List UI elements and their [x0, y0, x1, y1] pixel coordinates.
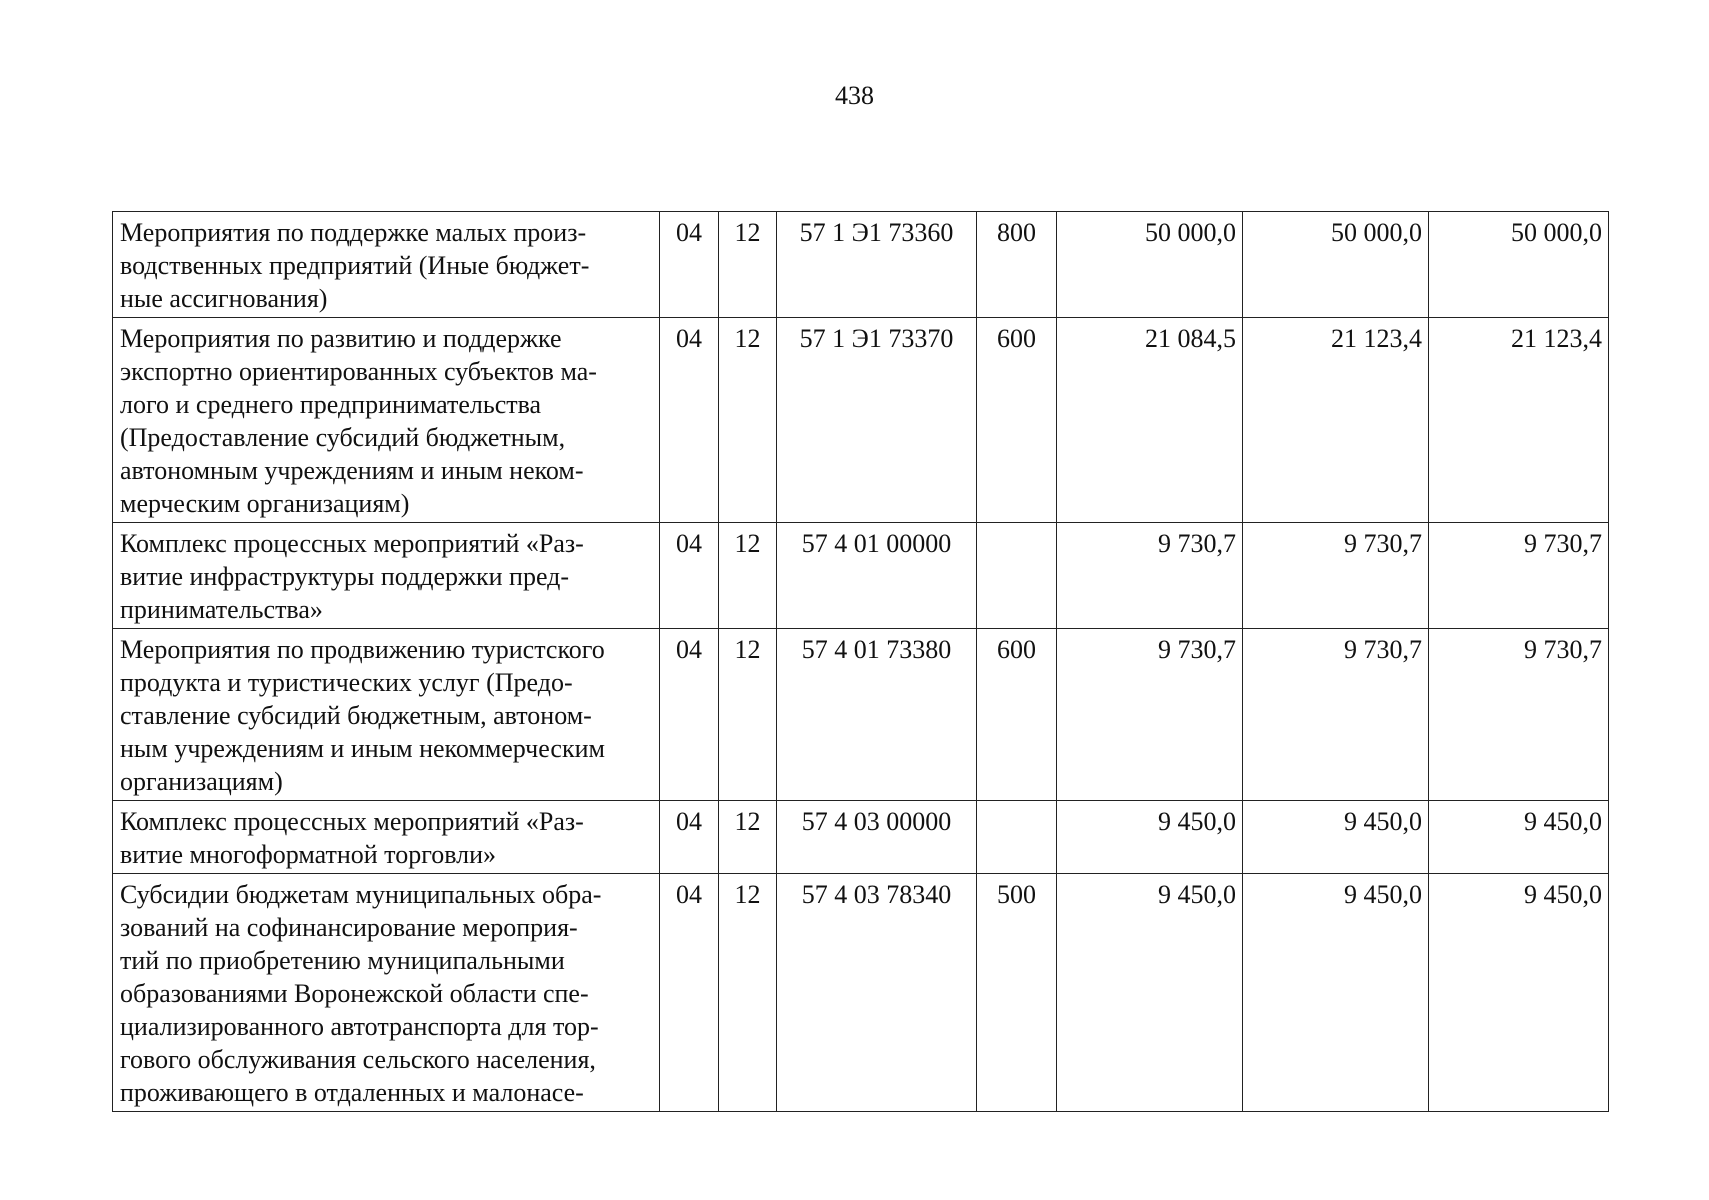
description-cell — [113, 212, 660, 318]
description-line: лого и среднего предпринимательства — [120, 390, 542, 419]
description-line: Комплекс процессных мероприятий «Раз- — [120, 807, 584, 836]
budget-table — [112, 211, 1609, 1112]
description-line: продукта и туристических услуг (Предо- — [120, 668, 573, 697]
description-line: принимательства» — [120, 595, 323, 624]
description-line: тий по приобретению муниципальными — [120, 946, 565, 975]
expense-type-cell: 600 — [977, 629, 1057, 801]
target-article-cell: 57 1 Э1 73360 — [777, 212, 977, 318]
amount-cell-3: 50 000,0 — [1429, 212, 1609, 318]
subsection-code-cell: 12 — [719, 801, 777, 874]
description-line: гового обслуживания сельского населения, — [120, 1045, 596, 1074]
section-code-cell: 04 — [660, 801, 719, 874]
section-code-cell: 04 — [660, 874, 719, 1112]
subsection-code-cell: 12 — [719, 523, 777, 629]
amount-cell-1: 21 084,5 — [1057, 318, 1243, 523]
target-article-cell: 57 4 01 00000 — [777, 523, 977, 629]
description-cell — [113, 629, 660, 801]
description-cell — [113, 523, 660, 629]
description-line: Субсидии бюджетам муниципальных обра- — [120, 880, 602, 909]
description-line: витие многоформатной торговли» — [120, 840, 497, 869]
amount-cell-1: 9 450,0 — [1057, 801, 1243, 874]
amount-cell-2: 21 123,4 — [1243, 318, 1429, 523]
description-line: Мероприятия по продвижению туристского — [120, 635, 605, 664]
description-line: проживающего в отдаленных и малонасе- — [120, 1078, 584, 1107]
amount-cell-3: 21 123,4 — [1429, 318, 1609, 523]
amount-cell-2: 50 000,0 — [1243, 212, 1429, 318]
description-line: мерческим организациям) — [120, 489, 410, 518]
description-line: (Предоставление субсидий бюджетным, — [120, 423, 566, 452]
amount-cell-2: 9 450,0 — [1243, 801, 1429, 874]
amount-cell-1: 9 450,0 — [1057, 874, 1243, 1112]
description-line: ные ассигнования) — [120, 284, 328, 313]
amount-cell-1: 9 730,7 — [1057, 523, 1243, 629]
target-article-cell: 57 4 03 78340 — [777, 874, 977, 1112]
subsection-code-cell: 12 — [719, 318, 777, 523]
description-line: ставление субсидий бюджетным, автоном- — [120, 701, 592, 730]
page-number: 438 — [835, 81, 874, 110]
description-cell — [113, 801, 660, 874]
description-line: циализированного автотранспорта для тор- — [120, 1012, 599, 1041]
description-cell — [113, 874, 660, 1112]
description-line: ным учреждениям и иным некоммерческим — [120, 734, 605, 763]
table-row — [113, 629, 1609, 801]
section-code-cell: 04 — [660, 318, 719, 523]
table-body — [113, 212, 1609, 1112]
description-line: витие инфраструктуры поддержки пред- — [120, 562, 570, 591]
description-line: экспортно ориентированных субъектов ма- — [120, 357, 597, 386]
description-line: зований на софинансирование мероприя- — [120, 913, 578, 942]
amount-cell-3: 9 450,0 — [1429, 874, 1609, 1112]
amount-cell-2: 9 730,7 — [1243, 523, 1429, 629]
amount-cell-2: 9 450,0 — [1243, 874, 1429, 1112]
table-row — [113, 801, 1609, 874]
table-row — [113, 318, 1609, 523]
description-line: образованиями Воронежской области спе- — [120, 979, 589, 1008]
subsection-code-cell: 12 — [719, 629, 777, 801]
table-row — [113, 523, 1609, 629]
description-line: Комплекс процессных мероприятий «Раз- — [120, 529, 584, 558]
table-row — [113, 212, 1609, 318]
target-article-cell: 57 4 01 73380 — [777, 629, 977, 801]
amount-cell-1: 9 730,7 — [1057, 629, 1243, 801]
amount-cell-3: 9 450,0 — [1429, 801, 1609, 874]
expense-type-cell: 500 — [977, 874, 1057, 1112]
expense-type-cell: 600 — [977, 318, 1057, 523]
expense-type-cell: 800 — [977, 212, 1057, 318]
description-line: Мероприятия по поддержке малых произ- — [120, 218, 587, 247]
subsection-code-cell: 12 — [719, 874, 777, 1112]
amount-cell-2: 9 730,7 — [1243, 629, 1429, 801]
section-code-cell: 04 — [660, 523, 719, 629]
amount-cell-3: 9 730,7 — [1429, 523, 1609, 629]
section-code-cell: 04 — [660, 629, 719, 801]
expense-type-cell — [977, 523, 1057, 629]
section-code-cell: 04 — [660, 212, 719, 318]
description-line: автономным учреждениям и иным неком- — [120, 456, 584, 485]
target-article-cell: 57 1 Э1 73370 — [777, 318, 977, 523]
description-line: организациям) — [120, 767, 283, 796]
expense-type-cell — [977, 801, 1057, 874]
description-line: водственных предприятий (Иные бюджет- — [120, 251, 590, 280]
amount-cell-3: 9 730,7 — [1429, 629, 1609, 801]
table-row — [113, 874, 1609, 1112]
amount-cell-1: 50 000,0 — [1057, 212, 1243, 318]
subsection-code-cell: 12 — [719, 212, 777, 318]
target-article-cell: 57 4 03 00000 — [777, 801, 977, 874]
description-line: Мероприятия по развитию и поддержке — [120, 324, 562, 353]
description-cell — [113, 318, 660, 523]
